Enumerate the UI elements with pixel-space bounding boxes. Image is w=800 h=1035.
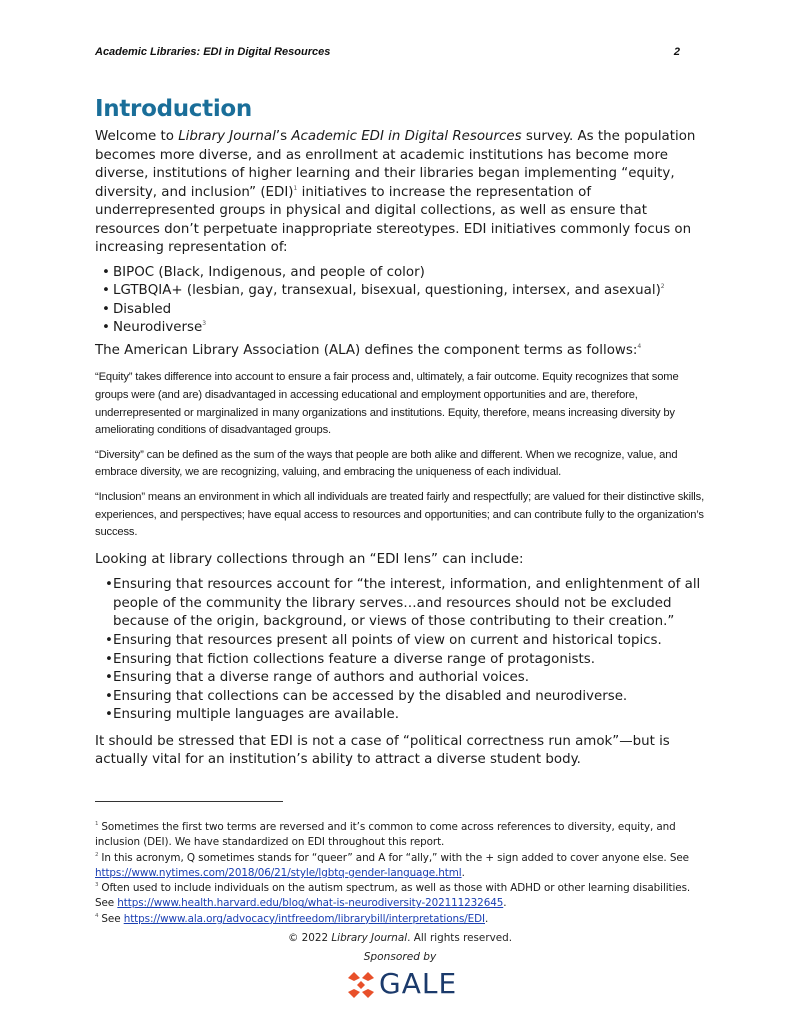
footnote-text: Sometimes the first two terms are reversed and it’s common to come across references to diversity, equity, and inclusion (DEI). We have standardized on EDI throughout this report. (95, 821, 676, 849)
list-item: • Ensuring that resources present all points of view on current and historical topics. (95, 632, 707, 651)
intro-text-2: ’s (275, 129, 292, 144)
list-item: • Ensuring that a diverse range of authors and authorial voices. (95, 669, 707, 688)
footnote-ref-1: 1 (293, 184, 298, 192)
gale-logo-text: GALE (379, 967, 458, 1000)
lens-list (95, 576, 707, 725)
page-number: 2 (673, 46, 680, 58)
footnote-number: 2 (95, 851, 99, 858)
ala-intro-text: The American Library Association (ALA) defines the component terms as follows: (95, 342, 638, 358)
copyright-journal: Library Journal (331, 932, 408, 944)
footnote-ref-4: 4 (637, 342, 642, 350)
footnote-ref: 3 (202, 320, 207, 328)
copyright-suffix: . All rights reserved. (407, 932, 513, 944)
footnote-4 (95, 912, 707, 927)
definition-equity: “Equity” takes difference into account to ensure a fair process and, ultimately, a fair outcome. Equity recognizes that some groups were (and are) disadvantaged in accessing educational and employment opportunities and are, therefore, underrepresented or marginalized in many organizations and institutions. Equity, therefore, means increasing diversity by ameliorating conditions of disadvantaged groups. (95, 371, 679, 437)
gale-mark-icon (345, 969, 377, 1001)
list-item: • Ensuring multiple languages are available. (95, 706, 707, 725)
list-item (95, 264, 707, 283)
footnote-2 (95, 851, 707, 882)
footnote-punct: . (485, 912, 489, 925)
list-item: • Ensuring that fiction collections feature a diverse range of protagonists. (95, 651, 707, 670)
list-item-text: Disabled (113, 301, 172, 317)
groups-list (95, 264, 707, 338)
footnote-link[interactable]: https://www.health.harvard.edu/blog/what-is-neurodiversity-202111232645 (117, 897, 504, 910)
copyright-text: © 2022 (287, 932, 332, 944)
footnotes (95, 820, 707, 927)
footnote-punct: . (503, 897, 507, 910)
footnote-1 (95, 820, 707, 851)
footnote-text: Often used to include individuals on the autism spectrum, as well as those with ADHD or other learning disabilities. See (95, 882, 691, 910)
definition-inclusion: “Inclusion” means an environment in which all individuals are treated fairly and respectfully; are valued for their distinctive skills, experiences, and perspectives; have equal access to resources and opportunities; and can contribute fully to the organization’s success. (95, 490, 705, 539)
footnote-link[interactable]: https://www.nytimes.com/2018/06/21/style/lgbtq-gender-language.html (95, 866, 462, 879)
list-item-text: Neurodiverse (113, 320, 203, 336)
section-heading: Introduction (95, 96, 252, 122)
main-content (95, 96, 707, 770)
survey-title: Academic EDI in Digital Resources (291, 129, 522, 144)
lens-intro: Looking at library collections through an “EDI lens” can include: (95, 551, 524, 567)
footnote-number: 1 (95, 821, 99, 827)
list-item (95, 319, 707, 338)
gale-logo (345, 967, 460, 1005)
footnote-text: See (101, 912, 124, 925)
intro-text-3: survey. As the population becomes more diverse, and as enrollment at academic institutions has become more diverse, institutions of higher learning and their libraries began implementing “equity, diversity, and inclusion” (EDI) (95, 129, 696, 200)
journal-name: Library Journal (178, 129, 276, 144)
copyright (0, 932, 800, 944)
list-item (95, 301, 707, 320)
footnote-link[interactable]: https://www.ala.org/advocacy/intfreedom/librarybill/interpretations/EDI (123, 912, 485, 925)
footnote-3 (95, 881, 707, 912)
ala-intro (95, 342, 707, 361)
list-item-text: BIPOC (Black, Indigenous, and people of color) (113, 264, 425, 280)
running-header-title: Academic Libraries: EDI in Digital Resources (95, 46, 331, 58)
footnote-divider (95, 801, 283, 802)
footnote-text: In this acronym, Q sometimes stands for “queer” and A for “ally,” with the + sign added to cover anyone else. See (101, 851, 689, 864)
footnote-number: 4 (95, 912, 99, 919)
intro-text-1: Welcome to (95, 129, 179, 144)
running-header (95, 46, 680, 58)
list-item: • Ensuring that collections can be accessed by the disabled and neurodiverse. (95, 688, 707, 707)
definition-diversity: “Diversity” can be defined as the sum of the ways that people are both alike and different. When we recognize, value, and embrace diversity, we are recognizing, valuing, and embracing the uniqueness of each individual. (95, 448, 678, 479)
list-item-text: LGTBQIA+ (lesbian, gay, transexual, bisexual, questioning, intersex, and asexual) (113, 283, 661, 299)
footnote-punct: . (461, 866, 465, 879)
intro-text-4: initiatives to increase the representation of underrepresented groups in physical and digital collections, as well as ensure that resources don’t perpetuate inappropriate stereotypes. EDI initiatives commonly focus on increasing representation of: (95, 184, 692, 255)
list-item: • Ensuring that resources account for “the interest, information, and enlightenment of all people of the community the library serves…and resources should not be excluded because of the origin, background, or views of those contributing to their creation.” (95, 576, 707, 632)
sponsored-by: Sponsored by (363, 951, 437, 963)
footnote-number: 3 (95, 882, 99, 889)
list-item (95, 282, 707, 301)
intro-paragraph (95, 128, 707, 258)
closing-paragraph: It should be stressed that EDI is not a case of “political correctness run amok”—but is actually vital for an institution’s ability to attract a diverse student body. (95, 733, 670, 768)
footnote-ref: 2 (660, 283, 665, 291)
